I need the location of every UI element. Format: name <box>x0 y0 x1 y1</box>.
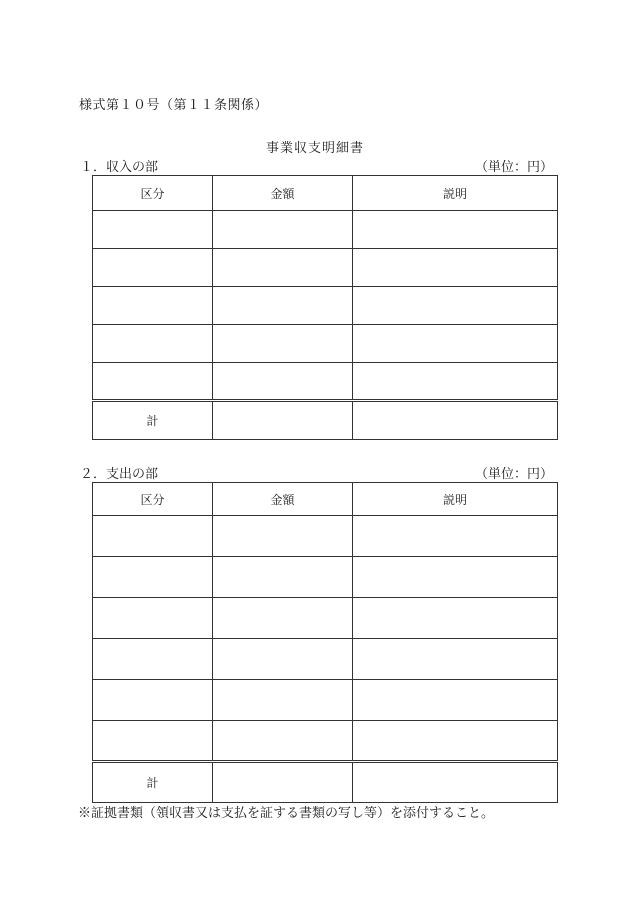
income-amount-cell[interactable] <box>213 363 353 401</box>
income-category-cell[interactable] <box>93 363 213 401</box>
income-description-cell[interactable] <box>353 363 558 401</box>
expense-category-cell[interactable] <box>93 721 213 762</box>
income-col-amount: 金額 <box>213 176 353 211</box>
expense-total-description-cell[interactable] <box>353 762 558 803</box>
expense-description-cell[interactable] <box>353 516 558 557</box>
expense-amount-cell[interactable] <box>213 557 353 598</box>
expense-category-cell[interactable] <box>93 680 213 721</box>
income-amount-cell[interactable] <box>213 211 353 249</box>
expense-amount-cell[interactable] <box>213 598 353 639</box>
expense-amount-cell[interactable] <box>213 639 353 680</box>
expense-unit-label: （単位：円） <box>474 467 553 482</box>
expense-description-cell[interactable] <box>353 680 558 721</box>
table-row <box>93 287 558 325</box>
income-description-cell[interactable] <box>353 325 558 363</box>
income-total-description-cell[interactable] <box>353 401 558 440</box>
income-amount-cell[interactable] <box>213 249 353 287</box>
document-title: 事業収支明細書 <box>265 141 364 156</box>
income-amount-cell[interactable] <box>213 325 353 363</box>
expense-col-description: 説明 <box>353 483 558 516</box>
table-row <box>93 249 558 287</box>
attachment-note: ※証拠書類（領収書又は支払を証する書類の写し等）を添付すること。 <box>78 806 495 821</box>
table-row <box>93 639 558 680</box>
income-table <box>92 175 558 440</box>
expense-description-cell[interactable] <box>353 639 558 680</box>
expense-total-amount-cell[interactable] <box>213 762 353 803</box>
income-category-cell[interactable] <box>93 325 213 363</box>
expense-col-amount: 金額 <box>213 483 353 516</box>
income-col-category: 区分 <box>93 176 213 211</box>
income-total-amount-cell[interactable] <box>213 401 353 440</box>
income-description-cell[interactable] <box>353 287 558 325</box>
income-section-heading: １．収入の部 <box>80 160 159 175</box>
table-row <box>93 211 558 249</box>
table-row <box>93 363 558 401</box>
income-category-cell[interactable] <box>93 287 213 325</box>
expense-amount-cell[interactable] <box>213 516 353 557</box>
expense-description-cell[interactable] <box>353 721 558 762</box>
expense-category-cell[interactable] <box>93 598 213 639</box>
expense-description-cell[interactable] <box>353 598 558 639</box>
income-category-cell[interactable] <box>93 249 213 287</box>
expense-amount-cell[interactable] <box>213 680 353 721</box>
expense-header-row <box>93 483 558 516</box>
table-row <box>93 680 558 721</box>
expense-col-category: 区分 <box>93 483 213 516</box>
expense-amount-cell[interactable] <box>213 721 353 762</box>
expense-description-cell[interactable] <box>353 557 558 598</box>
expense-table <box>92 482 558 803</box>
income-total-row <box>93 401 558 440</box>
income-description-cell[interactable] <box>353 249 558 287</box>
income-total-label: 計 <box>93 401 213 440</box>
table-row <box>93 557 558 598</box>
income-amount-cell[interactable] <box>213 287 353 325</box>
income-col-description: 説明 <box>353 176 558 211</box>
expense-total-row <box>93 762 558 803</box>
table-row <box>93 325 558 363</box>
table-row <box>93 598 558 639</box>
table-row <box>93 516 558 557</box>
income-description-cell[interactable] <box>353 211 558 249</box>
expense-category-cell[interactable] <box>93 557 213 598</box>
table-row <box>93 721 558 762</box>
expense-section-heading: ２．支出の部 <box>80 467 159 482</box>
form-number: 様式第１０号（第１１条関係） <box>79 98 269 113</box>
income-unit-label: （単位：円） <box>474 160 553 175</box>
expense-total-label: 計 <box>93 762 213 803</box>
expense-category-cell[interactable] <box>93 516 213 557</box>
income-header-row <box>93 176 558 211</box>
income-category-cell[interactable] <box>93 211 213 249</box>
expense-category-cell[interactable] <box>93 639 213 680</box>
